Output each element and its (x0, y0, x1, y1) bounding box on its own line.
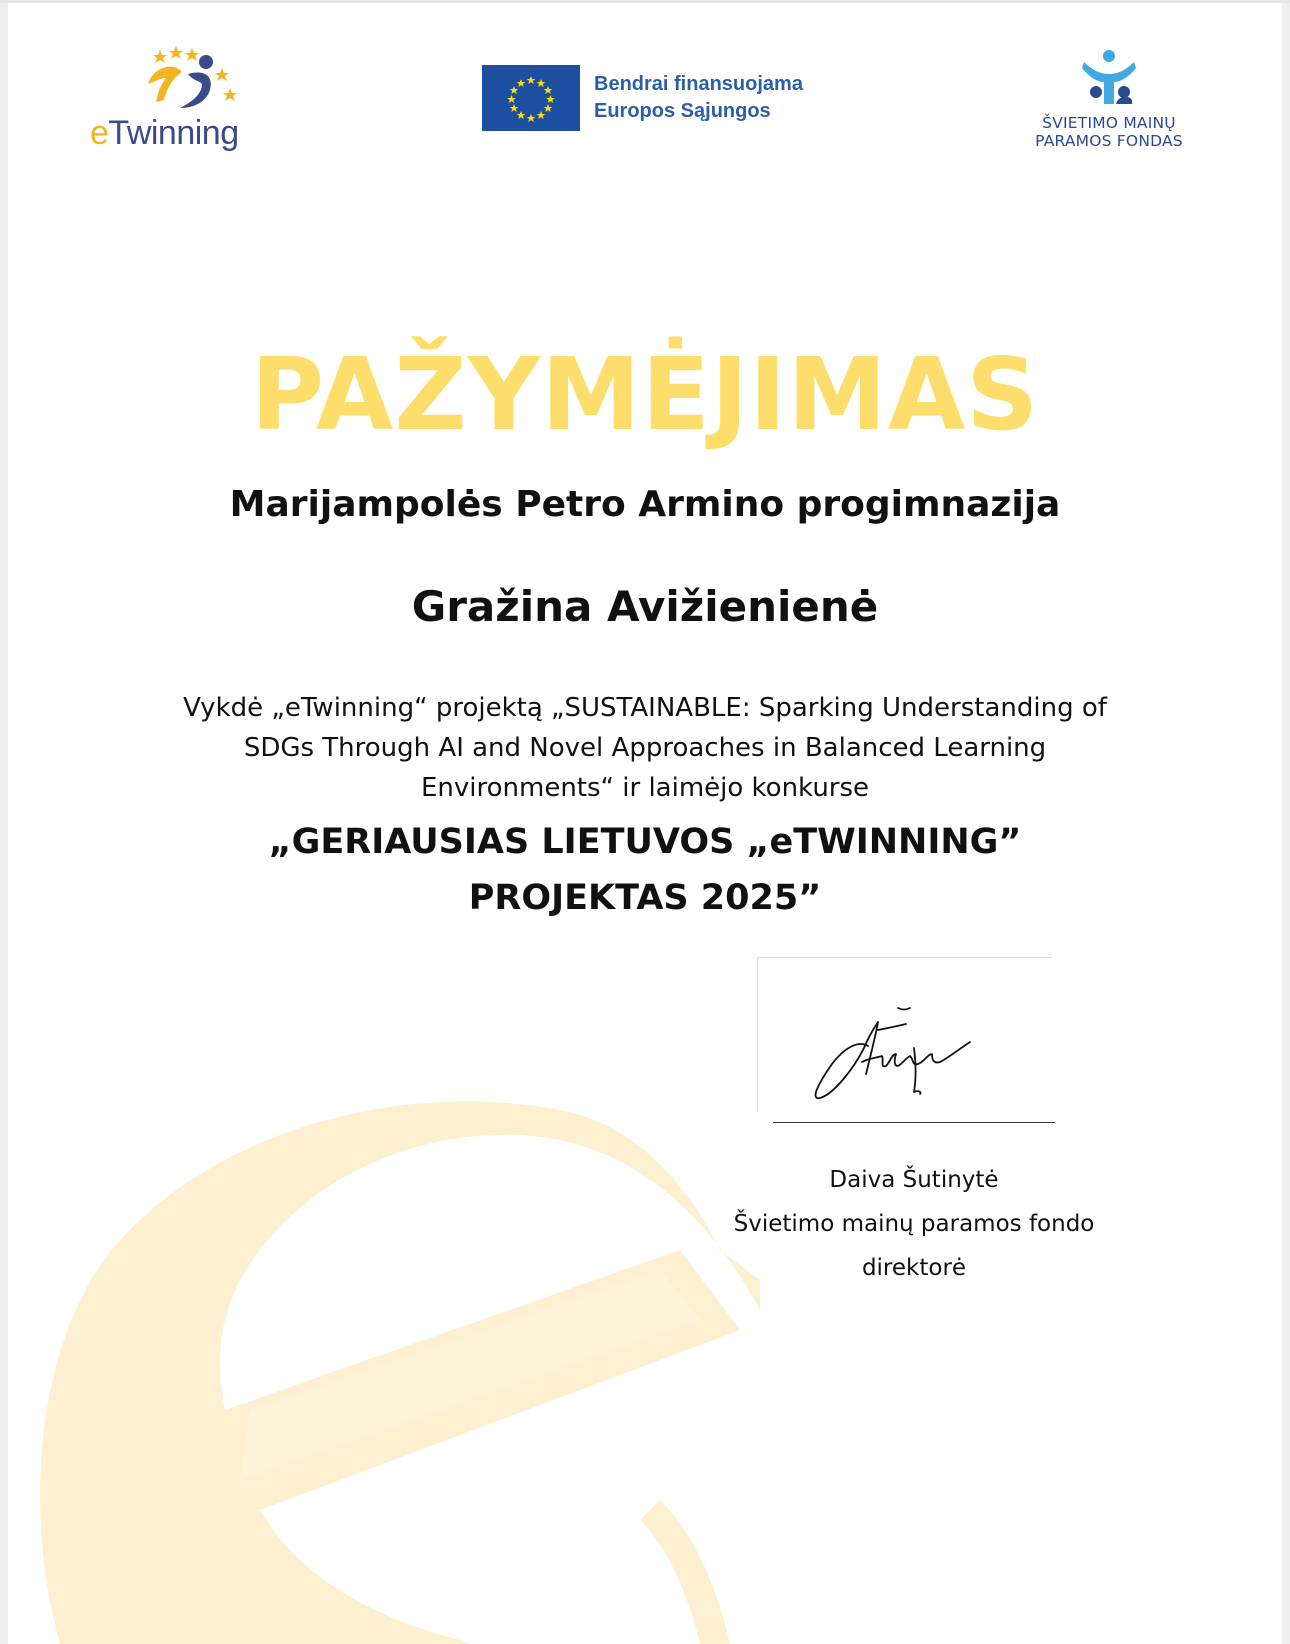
award-line1: „GERIAUSIAS LIETUVOS „eTWINNING” (268, 822, 1022, 862)
recipient-name: Gražina Avižienienė (411, 582, 879, 631)
eu-text-line2: Europos Sąjungos (594, 100, 771, 122)
smpf-text-line2: PARAMOS FONDAS (1035, 132, 1183, 150)
project-description (150, 688, 1140, 808)
description-line2: SDGs Through AI and Novel Approaches in Balanced Learning (243, 733, 1047, 763)
eu-cofunding-logo (482, 65, 842, 131)
handwritten-signature (798, 988, 998, 1108)
award-line2: PROJEKTAS 2025” (468, 878, 822, 918)
etwinning-e-watermark (0, 1080, 760, 1644)
smpf-text-line1: ŠVIETIMO MAINŲ (1042, 114, 1176, 132)
smpf-text (1030, 114, 1188, 150)
signatory-organization: Švietimo mainų paramos fondo (733, 1211, 1095, 1237)
school-name: Marijampolės Petro Armino progimnazija (229, 484, 1061, 525)
description-line3: Environments“ ir laimėjo konkurse (420, 773, 870, 803)
smpf-logo (1030, 48, 1190, 158)
award-title (0, 814, 1290, 926)
etwinning-logo (88, 44, 258, 156)
eu-text-line1: Bendrai finansuojama (594, 73, 803, 95)
eu-cofunding-text (594, 71, 803, 125)
description-line1: Vykdė „eTwinning“ projektą „SUSTAINABLE: Sparking Understanding of (183, 693, 1107, 723)
signatory-name: Daiva Šutinytė (829, 1167, 999, 1193)
smpf-people-icon (1080, 48, 1138, 106)
etwinning-figures-icon (118, 44, 248, 114)
certificate-title: PAŽYMĖJIMAS (250, 336, 1040, 453)
page-edge-top (0, 0, 1290, 3)
eu-flag-icon (482, 65, 580, 131)
signature-box (757, 957, 1052, 1112)
signature-line (773, 1122, 1055, 1123)
etwinning-wordmark: eTwinning (90, 114, 239, 152)
signatory-role: direktorė (861, 1255, 967, 1281)
signatory-block (714, 1158, 1114, 1290)
